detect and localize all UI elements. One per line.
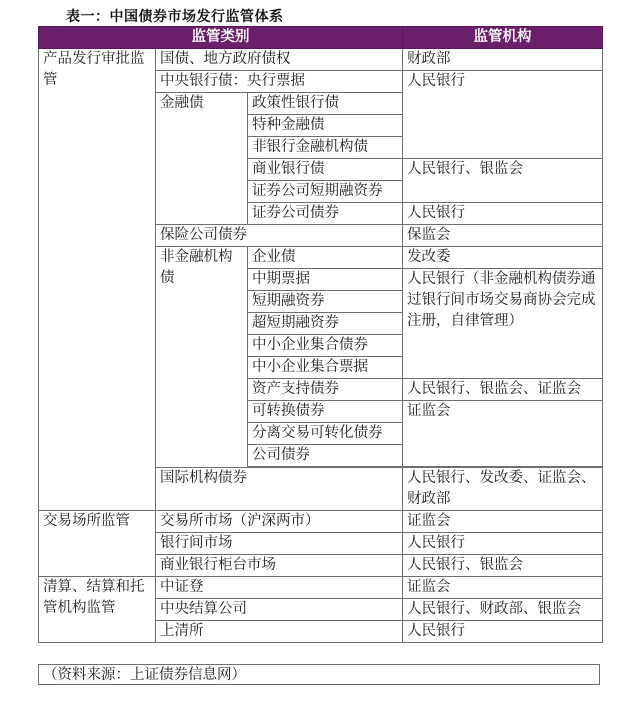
cell-category: 证券公司债券 <box>248 203 403 225</box>
cell-category: 商业银行债 <box>248 159 403 181</box>
cell-agency: 人民银行、财政部、银监会 <box>403 599 603 621</box>
cell-category: 银行间市场 <box>156 533 403 555</box>
header-category: 监管类别 <box>39 27 403 49</box>
cell-category: 短期融资券 <box>248 291 403 313</box>
cell-category: 企业债 <box>248 247 403 269</box>
cell-category: 可转换债券 <box>248 401 403 423</box>
cell-category: 中央结算公司 <box>156 599 403 621</box>
cell-category: 超短期融资券 <box>248 313 403 335</box>
table-header-row <box>39 27 603 49</box>
cell-category: 中小企业集合债券 <box>248 335 403 357</box>
cell-agency: 人民银行、银监会 <box>403 159 603 203</box>
cell-category: 交易所市场（沪深两市） <box>156 511 403 533</box>
cell-agency: 保监会 <box>403 225 603 247</box>
section-clearing: 清算、结算和托管机构监管 <box>39 577 156 643</box>
cell-category: 保险公司债券 <box>156 225 403 247</box>
cell-category: 特种金融债 <box>248 115 403 137</box>
section-product-approval: 产品发行审批监管 <box>39 49 156 511</box>
cell-category: 分离交易可转化债券 <box>248 423 403 445</box>
cell-category: 国际机构债券 <box>156 468 403 511</box>
cell-category: 中央银行债：央行票据 <box>156 71 403 93</box>
cell-category: 公司债券 <box>248 445 403 467</box>
cell-category: 资产支持债券 <box>248 379 403 401</box>
cell-category: 中小企业集合票据 <box>248 357 403 379</box>
cell-agency: 人民银行（非金融机构债券通过银行间市场交易商协会完成注册，自律管理） <box>403 269 603 379</box>
cell-category: 国债、地方政府债权 <box>156 49 403 71</box>
cell-category: 证券公司短期融资券 <box>248 181 403 203</box>
cell-category: 中期票据 <box>248 269 403 291</box>
cell-category: 政策性银行债 <box>248 93 403 115</box>
header-agency: 监管机构 <box>403 27 603 49</box>
cell-category: 上清所 <box>156 621 403 643</box>
cell-agency: 证监会 <box>403 401 603 467</box>
cell-agency: 人民银行 <box>403 533 603 555</box>
table-row <box>39 577 603 599</box>
cell-agency: 证监会 <box>403 577 603 599</box>
table-row <box>39 511 603 533</box>
source-note: （资料来源：上证债券信息网） <box>38 664 600 685</box>
cell-agency: 人民银行 <box>403 71 603 159</box>
cell-agency: 人民银行、银监会 <box>403 555 603 577</box>
cell-category: 中证登 <box>156 577 403 599</box>
table-caption: 表一：中国债券市场发行监管体系 <box>66 9 284 25</box>
cell-agency: 发改委 <box>403 247 603 269</box>
cell-category: 商业银行柜台市场 <box>156 555 403 577</box>
cell-group-nonfinancial: 非金融机构债 <box>156 247 248 468</box>
cell-category: 非银行金融机构债 <box>248 137 403 159</box>
cell-agency: 人民银行 <box>403 203 603 225</box>
cell-agency: 人民银行、发改委、证监会、财政部 <box>403 468 603 511</box>
cell-agency: 证监会 <box>403 511 603 533</box>
cell-agency: 人民银行 <box>403 621 603 643</box>
section-exchange: 交易场所监管 <box>39 511 156 577</box>
regulation-table <box>38 26 603 643</box>
cell-agency: 财政部 <box>403 49 603 71</box>
cell-agency: 人民银行、银监会、证监会 <box>403 379 603 401</box>
table-row <box>39 49 603 71</box>
cell-group-financial: 金融债 <box>156 93 248 225</box>
